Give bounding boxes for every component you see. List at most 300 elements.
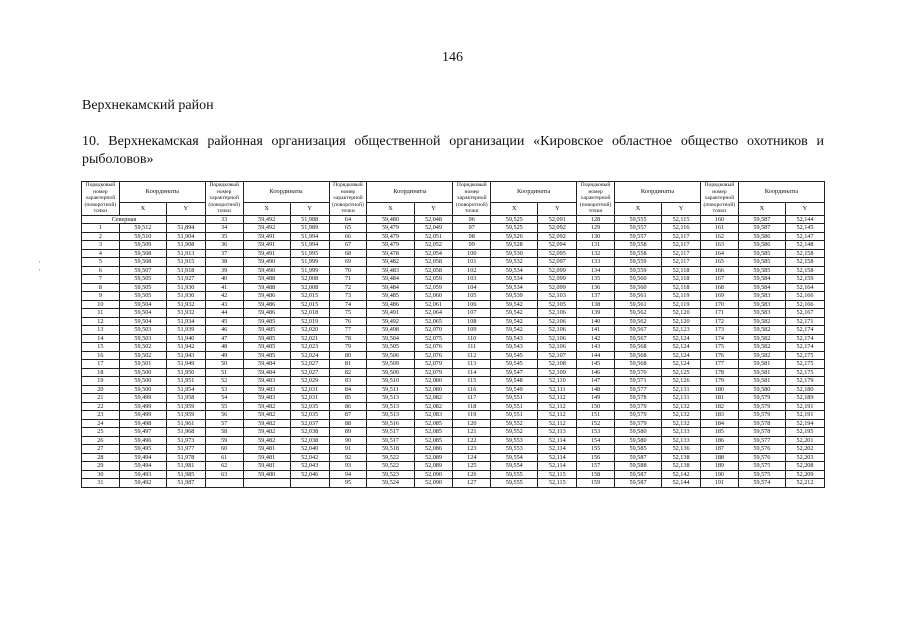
cell-y: 52,132	[662, 419, 701, 428]
cell-y: 51,951	[166, 377, 205, 386]
cell-y: 51,987	[166, 479, 205, 488]
cell-x: 59,583	[738, 309, 785, 318]
cell-x: 59,498	[367, 326, 414, 335]
cell-y: 52,112	[538, 394, 577, 403]
cell-point-number: 182	[700, 402, 738, 411]
cell-x: 59,551	[491, 411, 538, 420]
table-row	[82, 309, 825, 318]
cell-point-number: 112	[453, 351, 491, 360]
cell-x: 59,522	[367, 462, 414, 471]
cell-point-number: 65	[329, 224, 367, 233]
cell-point-number: 37	[205, 249, 243, 258]
cell-x: 59,562	[614, 309, 661, 318]
cell-y: 52,058	[414, 266, 453, 275]
cell-x: 59,555	[614, 215, 661, 224]
cell-point-number: 15	[82, 343, 120, 352]
cell-point-number: 180	[700, 385, 738, 394]
cell-x: 59,510	[119, 232, 166, 241]
cell-y: 51,950	[166, 368, 205, 377]
cell-x: 59,492	[243, 224, 290, 233]
cell-x: 59,484	[243, 368, 290, 377]
cell-x: 59,502	[119, 351, 166, 360]
cell-y: 52,008	[290, 283, 329, 292]
cell-y: 52,086	[414, 445, 453, 454]
table-header-row	[82, 182, 825, 203]
cell-point-number: 125	[453, 462, 491, 471]
cell-point-number: 161	[700, 224, 738, 233]
cell-point-number: 136	[577, 283, 615, 292]
cell-y: 52,095	[538, 249, 577, 258]
cell-x: 59,503	[119, 326, 166, 335]
cell-point-number: 94	[329, 470, 367, 479]
cell-x: 59,505	[119, 275, 166, 284]
cell-x: 59,505	[119, 292, 166, 301]
cell-x: 59,485	[243, 326, 290, 335]
cell-x: 59,578	[738, 419, 785, 428]
cell-point-number: 166	[700, 266, 738, 275]
cell-point-number: 167	[700, 275, 738, 284]
cell-y: 52,015	[290, 292, 329, 301]
cell-x: 59,486	[243, 292, 290, 301]
table-row	[82, 215, 825, 224]
cell-x: 59,504	[119, 300, 166, 309]
coordinates-table	[81, 181, 825, 488]
cell-point-number: 181	[700, 394, 738, 403]
cell-point-number: 103	[453, 275, 491, 284]
cell-x: 59,483	[243, 394, 290, 403]
cell-y: 51,977	[166, 445, 205, 454]
cell-y: 52,124	[662, 360, 701, 369]
cell-point-number: 116	[453, 385, 491, 394]
cell-x: 59,587	[614, 470, 661, 479]
cell-y: 51,940	[166, 334, 205, 343]
cell-y: 52,106	[538, 343, 577, 352]
cell-x: 59,551	[491, 394, 538, 403]
cell-y: 51,994	[290, 232, 329, 241]
cell-y: 51,904	[166, 232, 205, 241]
cell-point-number: 133	[577, 258, 615, 267]
cell-y: 52,136	[662, 445, 701, 454]
cell-point-number: 1	[82, 224, 120, 233]
cell-y: 52,191	[785, 402, 824, 411]
cell-y: 51,981	[166, 462, 205, 471]
cell-x: 59,582	[738, 351, 785, 360]
cell-y: 52,090	[414, 470, 453, 479]
cell-x: 59,488	[243, 275, 290, 284]
header-x: X	[491, 202, 538, 215]
cell-x: 59,509	[119, 241, 166, 250]
cell-x: 59,584	[738, 275, 785, 284]
cell-x: 59,580	[614, 428, 661, 437]
cell-point-number: 7	[82, 275, 120, 284]
cell-point-number: 2	[82, 232, 120, 241]
table-row	[82, 300, 825, 309]
cell-point-number: 55	[205, 402, 243, 411]
table-row	[82, 266, 825, 275]
cell-point-number: 128	[577, 215, 615, 224]
table-row	[82, 224, 825, 233]
cell-x: 59,547	[491, 368, 538, 377]
cell-point-number: 11	[82, 309, 120, 318]
cell-y: 52,080	[414, 385, 453, 394]
cell-x: 59,500	[119, 368, 166, 377]
table-row	[82, 351, 825, 360]
cell-x: 59,581	[738, 368, 785, 377]
cell-y: 52,174	[785, 334, 824, 343]
cell-y: 52,035	[290, 411, 329, 420]
cell-y: 52,085	[414, 428, 453, 437]
cell-point-number: 25	[82, 428, 120, 437]
table-row	[82, 377, 825, 386]
cell-y: 52,061	[414, 300, 453, 309]
table-row	[82, 453, 825, 462]
district-heading: Верхнекамский район	[82, 98, 214, 113]
cell-y: 52,035	[290, 402, 329, 411]
cell-point-number: 108	[453, 317, 491, 326]
table-row	[82, 411, 825, 420]
cell-y: 52,144	[785, 215, 824, 224]
cell-y: 52,099	[538, 266, 577, 275]
cell-x: 59,558	[614, 249, 661, 258]
header-point-number: Порядковый номер характерной (поворотной) точки	[577, 182, 615, 216]
header-y: Y	[538, 202, 577, 215]
header-y: Y	[785, 202, 824, 215]
cell-x: 59,588	[614, 462, 661, 471]
cell-y: 52,124	[662, 351, 701, 360]
cell-y: 52,189	[785, 394, 824, 403]
cell-x: 59,508	[119, 258, 166, 267]
cell-point-number: 45	[205, 317, 243, 326]
header-y: Y	[290, 202, 329, 215]
cell-x: 59,570	[614, 368, 661, 377]
cell-x: 59,561	[614, 300, 661, 309]
cell-y: 52,145	[785, 224, 824, 233]
cell-y: 52,133	[662, 428, 701, 437]
cell-point-number: 100	[453, 249, 491, 258]
cell-point-number: 69	[329, 258, 367, 267]
cell-x: 59,478	[367, 249, 414, 258]
cell-x: 59,499	[119, 402, 166, 411]
cell-x: 59,481	[243, 453, 290, 462]
cell-point-number: 153	[577, 428, 615, 437]
cell-y: 52,092	[538, 232, 577, 241]
cell-x: 59,552	[491, 419, 538, 428]
table-row	[82, 462, 825, 471]
cell-y: 52,040	[290, 445, 329, 454]
cell-y: 52,059	[414, 283, 453, 292]
cell-y: 52,075	[414, 334, 453, 343]
cell-y: 52,076	[414, 351, 453, 360]
cell-point-number: 84	[329, 385, 367, 394]
cell-y: 52,158	[785, 266, 824, 275]
cell-x: 59,482	[243, 411, 290, 420]
cell-y: 52,065	[414, 317, 453, 326]
cell-point-number: 56	[205, 411, 243, 420]
cell-point-number: 139	[577, 309, 615, 318]
cell-point-number: 135	[577, 275, 615, 284]
cell-y: 52,027	[290, 368, 329, 377]
cell-y: 52,015	[290, 300, 329, 309]
cell-x: 59,510	[367, 377, 414, 386]
header-coordinates: Координаты	[243, 182, 329, 203]
cell-x: 59,534	[491, 275, 538, 284]
table-row	[82, 258, 825, 267]
cell-y: 52,059	[414, 275, 453, 284]
cell-y: 52,031	[290, 394, 329, 403]
cell-y: 52,166	[785, 300, 824, 309]
cell-y: 52,191	[785, 411, 824, 420]
cell-x: 59,530	[491, 249, 538, 258]
cell-x: 59,492	[367, 317, 414, 326]
cell-y: 52,194	[785, 419, 824, 428]
cell-x: 59,549	[491, 385, 538, 394]
cell-y: 51,913	[166, 249, 205, 258]
cell-y: 52,083	[414, 411, 453, 420]
cell-point-number: 64	[329, 215, 367, 224]
cell-point-number: 165	[700, 258, 738, 267]
cell-point-number: 115	[453, 377, 491, 386]
cell-point-number: 85	[329, 394, 367, 403]
cell-x: 59,494	[119, 453, 166, 462]
cell-point-number: 102	[453, 266, 491, 275]
cell-point-number: 120	[453, 419, 491, 428]
header-y: Y	[662, 202, 701, 215]
cell-point-number: 138	[577, 300, 615, 309]
cell-point-number: 105	[453, 292, 491, 301]
cell-x: 59,582	[738, 343, 785, 352]
cell-point-number: 88	[329, 419, 367, 428]
cell-y: 52,175	[785, 360, 824, 369]
cell-y: 52,031	[290, 385, 329, 394]
cell-y: 52,175	[785, 368, 824, 377]
cell-x: 59,482	[243, 428, 290, 437]
cell-x: 59,586	[738, 241, 785, 250]
cell-x: 59,542	[491, 326, 538, 335]
cell-y: 52,090	[414, 479, 453, 488]
cell-y: 52,167	[785, 309, 824, 318]
cell-y: 52,091	[538, 215, 577, 224]
header-x: X	[738, 202, 785, 215]
cell-y: 52,118	[662, 266, 701, 275]
cell-x: 59,559	[614, 258, 661, 267]
cell-y: 52,106	[538, 317, 577, 326]
cell-point-number: 33	[205, 215, 243, 224]
cell-point-number: 123	[453, 445, 491, 454]
cell-y: 52,115	[538, 479, 577, 488]
header-point-number: Порядковый номер характерной (поворотной) точки	[453, 182, 491, 216]
cell-y: 52,023	[290, 343, 329, 352]
cell-x: 59,509	[367, 368, 414, 377]
cell-point-number: 126	[453, 470, 491, 479]
cell-y: 52,131	[662, 385, 701, 394]
cell-point-number: 42	[205, 292, 243, 301]
cell-x: 59,485	[367, 292, 414, 301]
cell-point-number: 47	[205, 334, 243, 343]
cell-y: 52,126	[662, 377, 701, 386]
cell-point-number: 35	[205, 232, 243, 241]
cell-y: 52,117	[662, 232, 701, 241]
header-coordinates: Координаты	[119, 182, 205, 203]
cell-point-number: 141	[577, 326, 615, 335]
cell-x: 59,543	[491, 334, 538, 343]
cell-x: 59,586	[738, 232, 785, 241]
cell-x	[243, 479, 290, 488]
cell-x: 59,582	[738, 326, 785, 335]
cell-point-number: 80	[329, 351, 367, 360]
cell-x: 59,557	[614, 224, 661, 233]
cell-y: 52,110	[538, 377, 577, 386]
cell-y: 52,117	[662, 258, 701, 267]
cell-y: 51,943	[166, 351, 205, 360]
cell-point-number: 34	[205, 224, 243, 233]
cell-x: 59,517	[367, 436, 414, 445]
cell-x: 59,583	[738, 292, 785, 301]
cell-point-number: 127	[453, 479, 491, 488]
cell-x: 59,539	[491, 292, 538, 301]
cell-y: 52,092	[538, 224, 577, 233]
cell-x: 59,545	[491, 360, 538, 369]
cell-x: 59,490	[243, 266, 290, 275]
header-point-number: Порядковый номер характерной (поворотной) точки	[329, 182, 367, 216]
cell-x: 59,542	[491, 309, 538, 318]
cell-point-number: 114	[453, 368, 491, 377]
cell-y: 52,201	[785, 436, 824, 445]
cell-point-number: 75	[329, 309, 367, 318]
cell-x: 59,542	[491, 300, 538, 309]
cell-x: 59,509	[367, 360, 414, 369]
cell-y: 51,934	[166, 317, 205, 326]
cell-point-number: 78	[329, 334, 367, 343]
cell-point-number: 130	[577, 232, 615, 241]
cell-x: 59,560	[614, 275, 661, 284]
table-row	[82, 343, 825, 352]
cell-x: 59,507	[119, 266, 166, 275]
cell-x: 59,495	[119, 445, 166, 454]
cell-point-number: 68	[329, 249, 367, 258]
cell-x: 59,479	[367, 224, 414, 233]
cell-x: 59,526	[491, 232, 538, 241]
cell-x: 59,486	[243, 300, 290, 309]
cell-y: 51,954	[166, 385, 205, 394]
cell-point-number: 178	[700, 368, 738, 377]
cell-x: 59,512	[119, 224, 166, 233]
cell-x: 59,513	[367, 411, 414, 420]
cell-x: 59,553	[491, 445, 538, 454]
cell-y: 51,999	[290, 266, 329, 275]
cell-point-number: 183	[700, 411, 738, 420]
cell-y: 52,195	[785, 428, 824, 437]
cell-point-number: 158	[577, 470, 615, 479]
cell-y: 52,138	[662, 453, 701, 462]
cell-y: 52,070	[414, 326, 453, 335]
cell-y: 52,114	[538, 453, 577, 462]
cell-y: 51,918	[166, 266, 205, 275]
cell-x: 59,482	[367, 258, 414, 267]
cell-x: 59,576	[738, 445, 785, 454]
cell-x: 59,587	[614, 479, 661, 488]
cell-y: 52,106	[538, 309, 577, 318]
cell-point-number: 149	[577, 394, 615, 403]
cell-x: 59,497	[119, 428, 166, 437]
cell-x: 59,562	[614, 317, 661, 326]
cell-x: 59,483	[367, 266, 414, 275]
cell-x: 59,482	[243, 419, 290, 428]
cell-x: 59,483	[243, 385, 290, 394]
cell-y: 52,159	[785, 275, 824, 284]
cell-x: 59,492	[243, 215, 290, 224]
cell-point-number: 146	[577, 368, 615, 377]
scan-mark: ·	[38, 266, 41, 275]
cell-x: 59,579	[614, 419, 661, 428]
cell-y: 52,048	[414, 215, 453, 224]
cell-x: 59,505	[119, 283, 166, 292]
cell-point-number: 71	[329, 275, 367, 284]
cell-point-number: 143	[577, 343, 615, 352]
table-row	[82, 360, 825, 369]
cell-point-number: 5	[82, 258, 120, 267]
cell-point-number: 117	[453, 394, 491, 403]
cell-y: 52,111	[538, 385, 577, 394]
cell-x: 59,516	[367, 419, 414, 428]
cell-point-number: 151	[577, 411, 615, 420]
cell-point-number: 17	[82, 360, 120, 369]
cell-x: 59,485	[243, 343, 290, 352]
cell-point-number: 140	[577, 317, 615, 326]
cell-point-number: 179	[700, 377, 738, 386]
cell-x: 59,525	[491, 224, 538, 233]
cell-y: 51,985	[166, 470, 205, 479]
cell-y: 51,915	[166, 258, 205, 267]
cell-x: 59,485	[243, 317, 290, 326]
cell-point-number: 60	[205, 445, 243, 454]
cell-x: 59,499	[119, 394, 166, 403]
cell-point-number: 99	[453, 241, 491, 250]
cell-point-number: 113	[453, 360, 491, 369]
cell-point-number: 109	[453, 326, 491, 335]
cell-x: 59,494	[119, 462, 166, 471]
table-row	[82, 317, 825, 326]
cell-y: 52,123	[662, 326, 701, 335]
cell-y: 52,099	[538, 283, 577, 292]
cell-x: 59,568	[614, 360, 661, 369]
cell-x: 59,506	[367, 351, 414, 360]
cell-point-number: 174	[700, 334, 738, 343]
cell-y: 52,124	[662, 343, 701, 352]
cell-x: 59,528	[491, 241, 538, 250]
cell-y: 52,158	[785, 249, 824, 258]
cell-x: 59,525	[491, 215, 538, 224]
cell-point-number: 23	[82, 411, 120, 420]
cell-x: 59,486	[243, 309, 290, 318]
cell-point-number: 21	[82, 394, 120, 403]
cell-x: 59,579	[614, 411, 661, 420]
cell-point-number: 190	[700, 470, 738, 479]
cell-y: 51,989	[290, 224, 329, 233]
cell-y: 51,942	[166, 343, 205, 352]
cell-point-number: 4	[82, 249, 120, 258]
cell-y: 52,027	[290, 360, 329, 369]
table-row	[82, 283, 825, 292]
cell-point-number: 171	[700, 309, 738, 318]
cell-y: 52,042	[290, 453, 329, 462]
table-row	[82, 428, 825, 437]
header-coordinates: Координаты	[491, 182, 577, 203]
cell-point-number: 59	[205, 436, 243, 445]
cell-y: 52,115	[538, 470, 577, 479]
cell-x: 59,571	[614, 377, 661, 386]
cell-point-number: 18	[82, 368, 120, 377]
cell-x: 59,486	[367, 300, 414, 309]
